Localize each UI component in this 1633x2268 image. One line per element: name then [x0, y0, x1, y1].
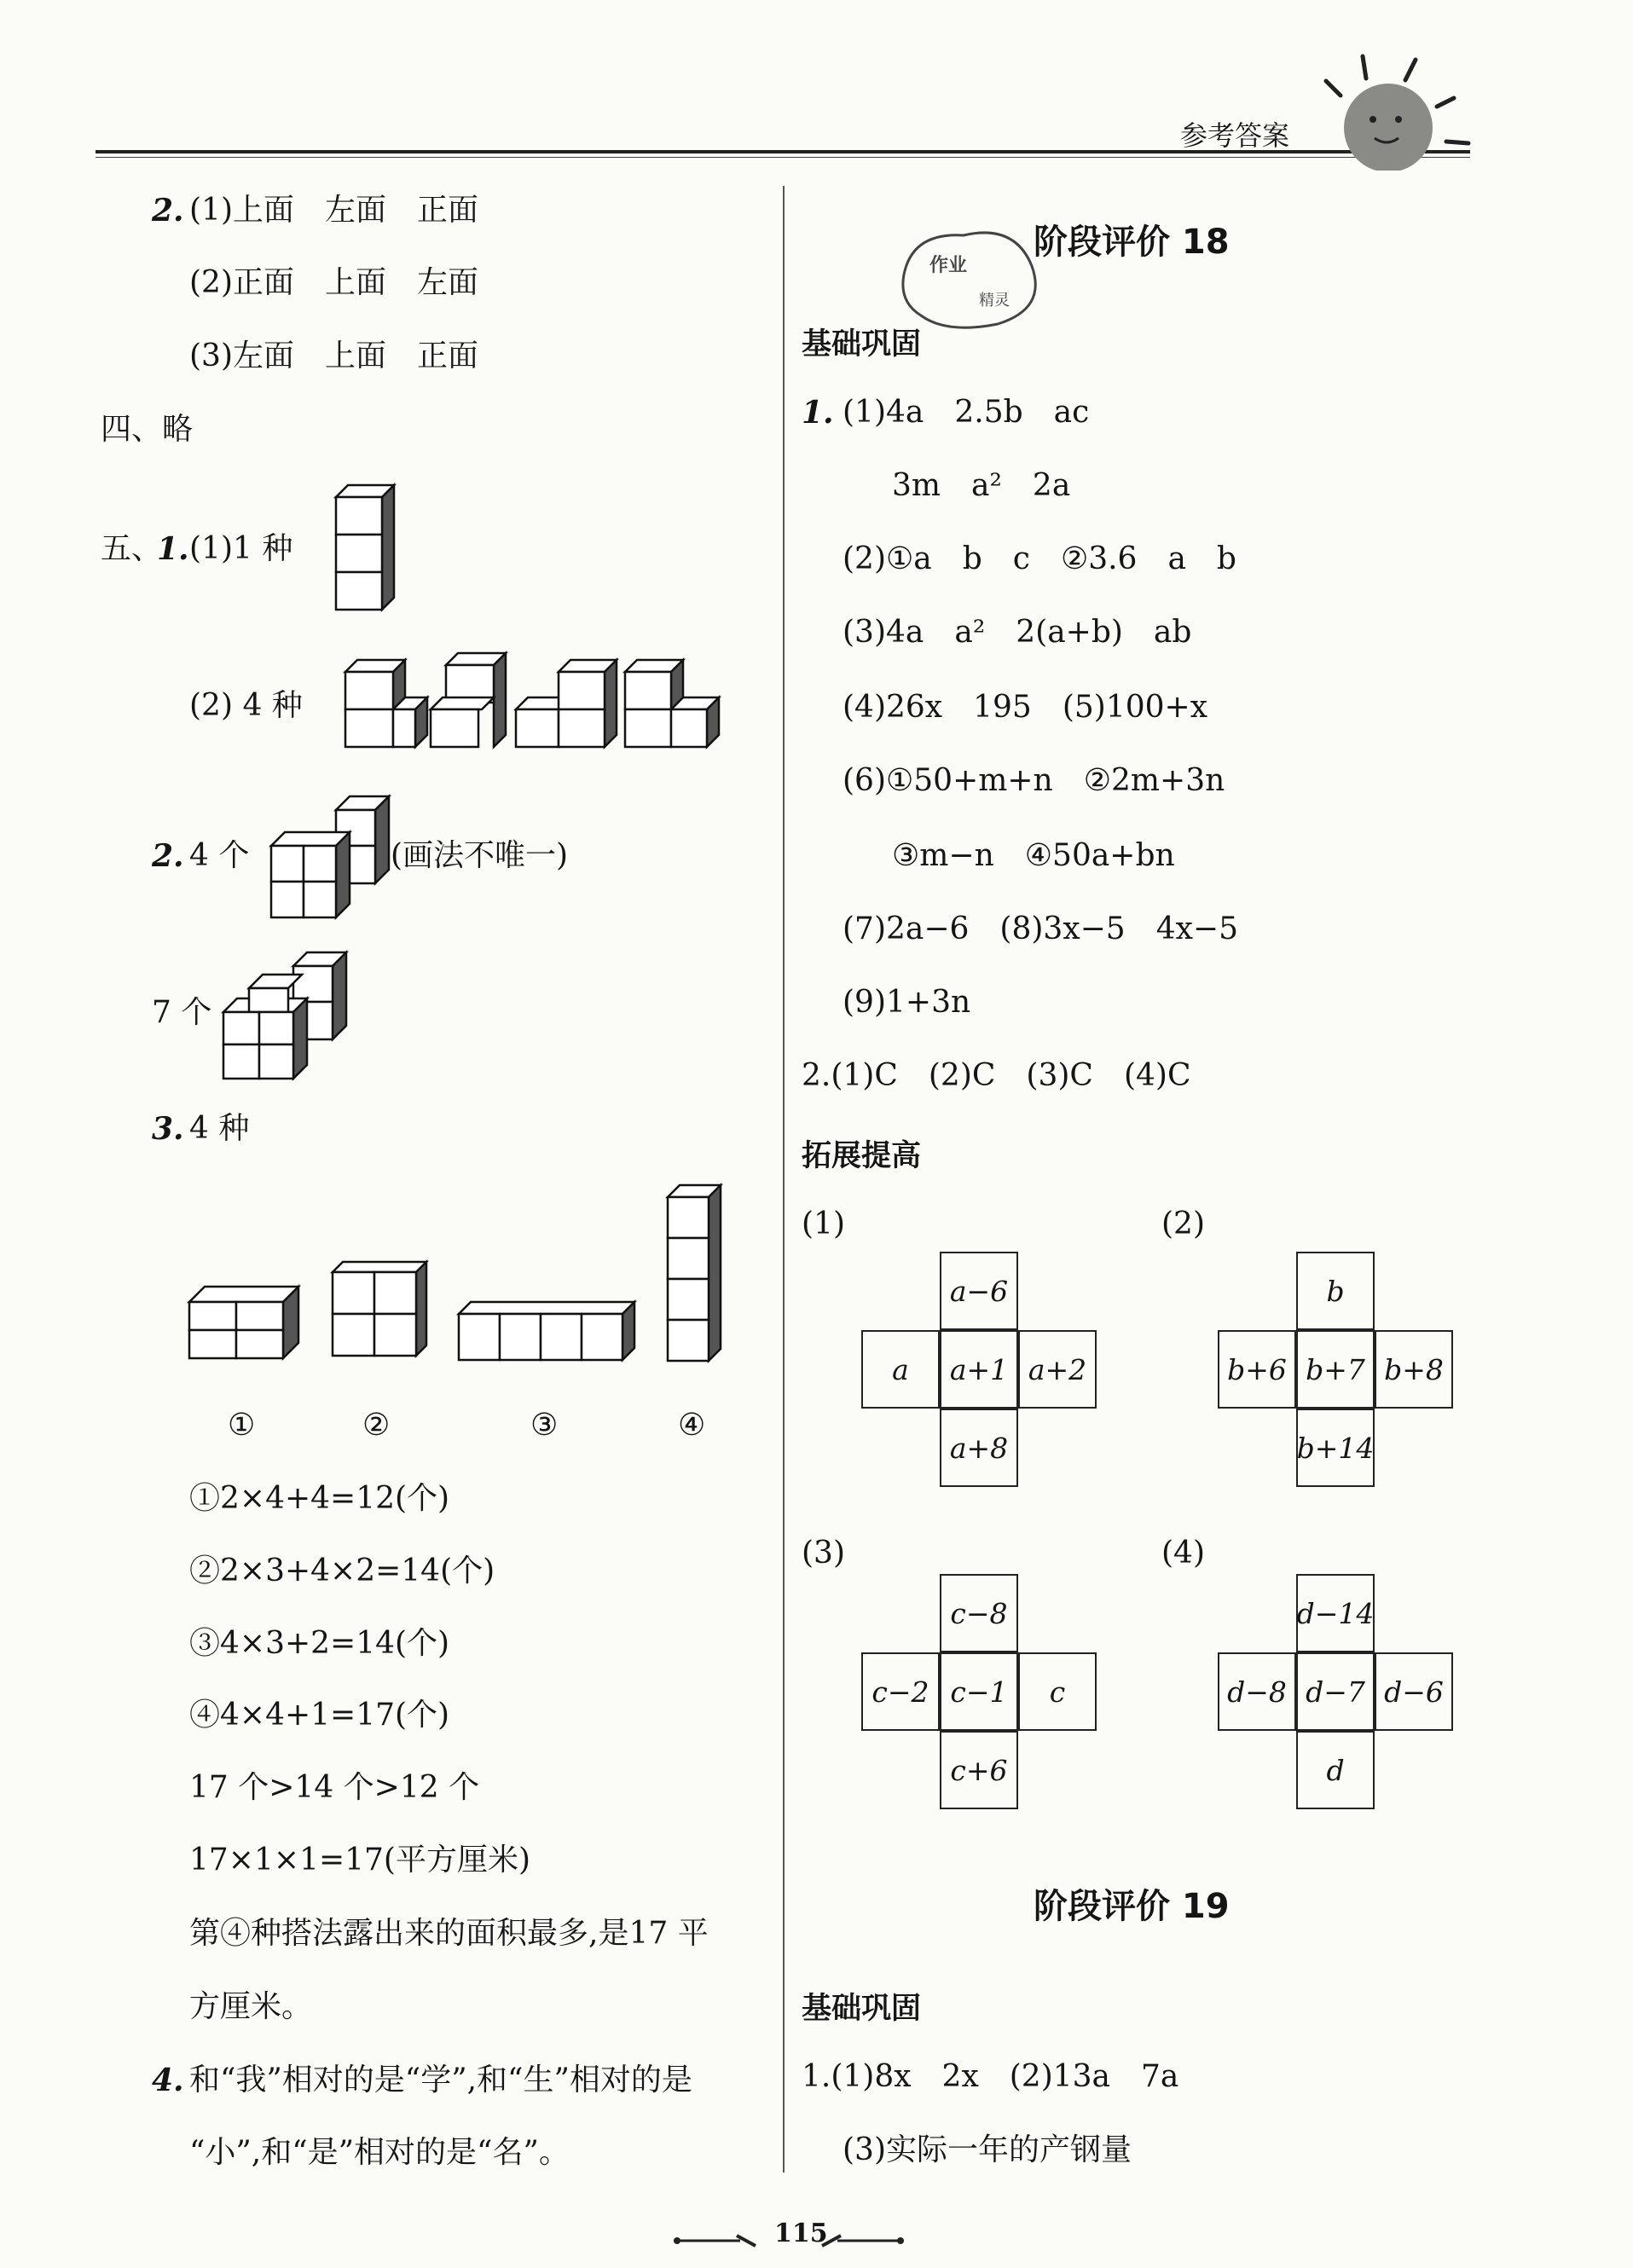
calc-line-8: 方厘米。	[189, 1989, 313, 2024]
stamp-logo	[895, 223, 1049, 334]
net1-center: a+1	[940, 1330, 1018, 1409]
circle-label-4: ④	[678, 1408, 706, 1443]
calc-line-5: 17 个>14 个>12 个	[189, 1770, 480, 1805]
arrangement-4	[668, 1183, 723, 1364]
extension-heading: 拓展提高	[802, 1139, 922, 1173]
net4-bottom: d	[1296, 1731, 1375, 1809]
q4-number: 4.	[152, 2063, 184, 2098]
net4-top: d−14	[1296, 1574, 1375, 1652]
calc-line-2: ②2×3+4×2=14(个)	[189, 1553, 495, 1588]
calc-line-3: ③4×3+2=14(个)	[189, 1626, 450, 1661]
r1-line-3: (2)①a b c ②3.6 a b	[843, 541, 1236, 576]
r1-line-8: (7)2a−6 (8)3x−5 4x−5	[843, 911, 1238, 946]
basic-2-heading: 基础巩固	[802, 1992, 922, 2026]
q2b-text: 4 个	[189, 838, 250, 873]
net1-left: a	[861, 1330, 940, 1409]
net-label-4: (4)	[1161, 1536, 1205, 1571]
calc-line-7: 第④种搭法露出来的面积最多,是17 平	[189, 1916, 709, 1951]
net4-right: d−6	[1375, 1652, 1453, 1731]
cube-config-four	[271, 795, 391, 918]
r1-line-1: (1)4a 2.5b ac	[843, 395, 1090, 430]
r1-line-9: (9)1+3n	[843, 985, 971, 1020]
net2-left: b+6	[1218, 1330, 1296, 1409]
svg-text:作业: 作业	[929, 255, 968, 276]
net1-bottom: a+8	[940, 1409, 1018, 1487]
arrangement-1	[189, 1283, 300, 1364]
r1-line-2: 3m a² 2a	[892, 468, 1071, 503]
seven-cubes-text: 7 个	[152, 995, 212, 1030]
r19-line-1: 1.(1)8x 2x (2)13a 7a	[802, 2059, 1179, 2094]
net-label-2: (2)	[1161, 1206, 1205, 1241]
net3-center: c−1	[940, 1652, 1018, 1731]
q4-line-2: “小”,和“是”相对的是“名”。	[189, 2135, 570, 2170]
arrangement-3	[459, 1300, 638, 1364]
cube-config-2	[431, 651, 516, 762]
circle-label-1: ①	[228, 1408, 256, 1443]
title-18: 阶段评价 18	[1034, 223, 1230, 262]
net4-center: d−7	[1296, 1652, 1375, 1731]
r1-line-7: ③m−n ④50a+bn	[892, 838, 1175, 873]
circle-label-3: ③	[530, 1408, 559, 1443]
cube-stack-3	[333, 482, 392, 618]
q2b-number: 2.	[152, 838, 184, 874]
sun-icon	[1279, 34, 1492, 171]
cube-config-1	[345, 658, 431, 754]
circle-label-2: ②	[362, 1408, 391, 1443]
net3-left: c−2	[861, 1652, 940, 1731]
r19-line-2: (3)实际一年的产钢量	[843, 2132, 1132, 2167]
calc-line-4: ④4×4+1=17(个)	[189, 1698, 450, 1733]
calc-line-6: 17×1×1=17(平方厘米)	[189, 1843, 531, 1877]
title-19: 阶段评价 19	[1034, 1887, 1230, 1926]
section-5-item-2: (2) 4 种	[189, 688, 303, 723]
r1-line-5: (4)26x 195 (5)100+x	[843, 690, 1207, 725]
q2b-note: (画法不唯一)	[391, 838, 569, 873]
net-label-1: (1)	[802, 1206, 845, 1241]
r1-line-6: (6)①50+m+n ②2m+3n	[843, 763, 1225, 798]
net4-left: d−8	[1218, 1652, 1296, 1731]
column-divider	[783, 186, 785, 2173]
r1-line-4: (3)4a a² 2(a+b) ab	[843, 615, 1192, 650]
q2-line-3: (3)左面 上面 正面	[189, 338, 478, 373]
section-4: 四、略	[101, 412, 194, 447]
section-5-number: 1.	[157, 531, 189, 567]
net3-top: c−8	[940, 1574, 1018, 1652]
net1-right: a+2	[1018, 1330, 1097, 1409]
section-5-prefix: 五、	[101, 531, 163, 566]
q2-number: 2.	[152, 193, 184, 229]
cube-config-4	[625, 658, 727, 754]
r1-number: 1.	[802, 395, 834, 431]
cube-config-seven	[223, 951, 360, 1079]
svg-text:精灵: 精灵	[979, 292, 1010, 310]
net1-top: a−6	[940, 1252, 1018, 1330]
section-5-item-1: (1)1 种	[189, 531, 293, 566]
cube-config-3	[516, 658, 618, 754]
r2-line: 2.(1)C (2)C (3)C (4)C	[802, 1058, 1191, 1093]
q3-text: 4 种	[189, 1111, 250, 1146]
net3-right: c	[1018, 1652, 1097, 1731]
basic-1-heading: 基础巩固	[802, 327, 922, 362]
calc-line-1: ①2×4+4=12(个)	[189, 1481, 450, 1516]
net3-bottom: c+6	[940, 1731, 1018, 1809]
net2-right: b+8	[1375, 1330, 1453, 1409]
net-label-3: (3)	[802, 1536, 845, 1571]
page-number: 115	[774, 2219, 828, 2248]
q2-line-1: (1)上面 左面 正面	[189, 193, 478, 228]
q4-line-1: 和“我”相对的是“学”,和“生”相对的是	[189, 2063, 692, 2097]
q2-line-2: (2)正面 上面 左面	[189, 265, 478, 300]
net2-bottom: b+14	[1296, 1409, 1375, 1487]
q3-number: 3.	[152, 1111, 184, 1147]
arrangement-2	[333, 1260, 431, 1363]
net2-top: b	[1296, 1252, 1375, 1330]
header-label: 参考答案	[1180, 119, 1290, 152]
header-rule-thin	[96, 157, 1470, 158]
net2-center: b+7	[1296, 1330, 1375, 1409]
